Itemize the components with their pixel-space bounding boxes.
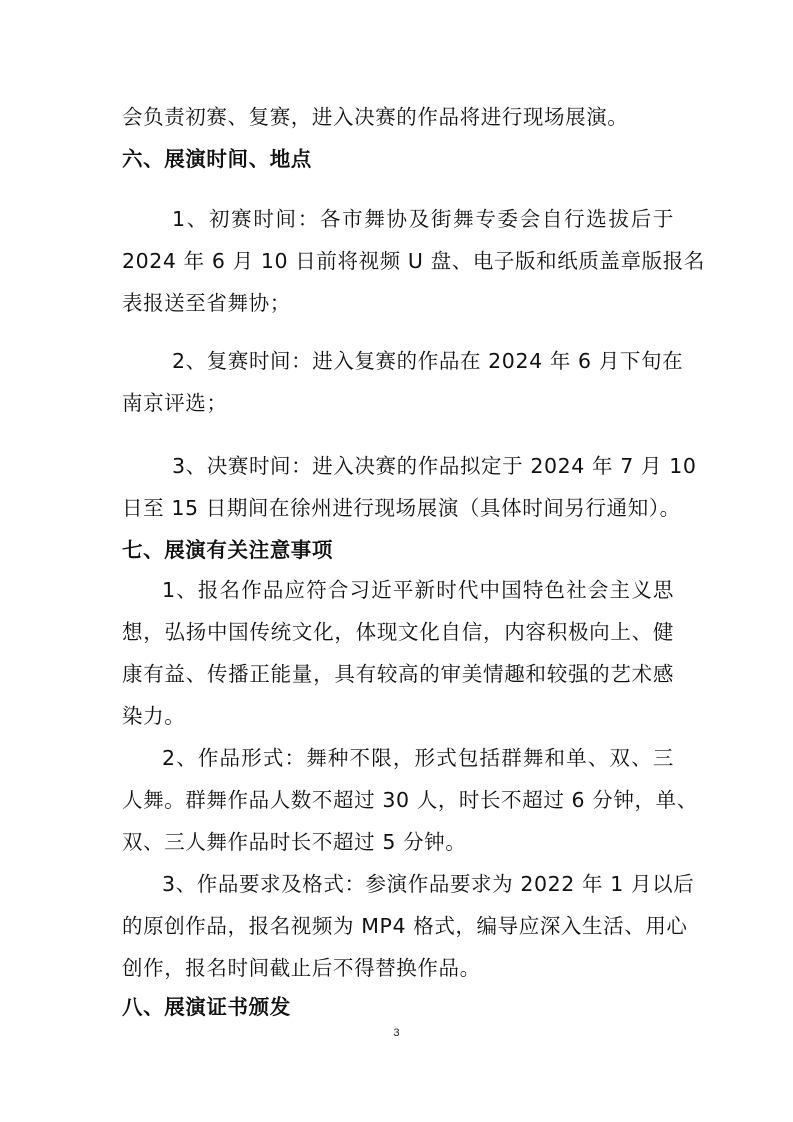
paragraph-line: 的原创作品，报名视频为 MP4 格式，编导应深入生活、用心 (122, 914, 688, 938)
paragraph-line: 1、报名作品应符合习近平新时代中国特色社会主义思 (162, 578, 674, 602)
paragraph-line: 2、作品形式：舞种不限，形式包括群舞和单、双、三 (162, 746, 674, 770)
paragraph-line: 人舞。群舞作品人数不超过 30 人，时长不超过 6 分钟，单、 (122, 788, 698, 812)
page-number: 3 (393, 1027, 400, 1039)
paragraph-line: 想，弘扬中国传统文化，体现文化自信，内容积极向上、健 (122, 620, 674, 644)
section-heading-eight: 八、展演证书颁发 (122, 995, 291, 1019)
paragraph-line: 染力。 (122, 704, 186, 728)
paragraph-line: 2024 年 6 月 10 日前将视频 U 盘、电子版和纸质盖章版报名 (122, 249, 705, 273)
paragraph-line: 日至 15 日期间在徐州进行现场展演（具体时间另行通知）。 (122, 496, 681, 520)
paragraph-line: 南京评选； (122, 391, 228, 415)
paragraph-line: 3、作品要求及格式：参演作品要求为 2022 年 1 月以后 (162, 872, 695, 896)
paragraph-line: 1、初赛时间：各市舞协及街舞专委会自行选拔后于 (172, 207, 674, 231)
section-heading-six: 六、展演时间、地点 (122, 147, 312, 171)
section-heading-seven: 七、展演有关注意事项 (122, 538, 333, 562)
paragraph-line: 3、决赛时间：进入决赛的作品拟定于 2024 年 7 月 10 (172, 454, 697, 478)
paragraph-line: 双、三人舞作品时长不超过 5 分钟。 (122, 830, 467, 854)
paragraph-line: 创作，报名时间截止后不得替换作品。 (122, 956, 481, 980)
paragraph-line: 2、复赛时间：进入复赛的作品在 2024 年 6 月下旬在 (172, 349, 684, 373)
paragraph-line: 康有益、传播正能量，具有较高的审美情趣和较强的艺术感 (122, 662, 674, 686)
paragraph-line: 会负责初赛、复赛，进入决赛的作品将进行现场展演。 (122, 105, 629, 129)
paragraph-line: 表报送至省舞协； (122, 291, 291, 315)
